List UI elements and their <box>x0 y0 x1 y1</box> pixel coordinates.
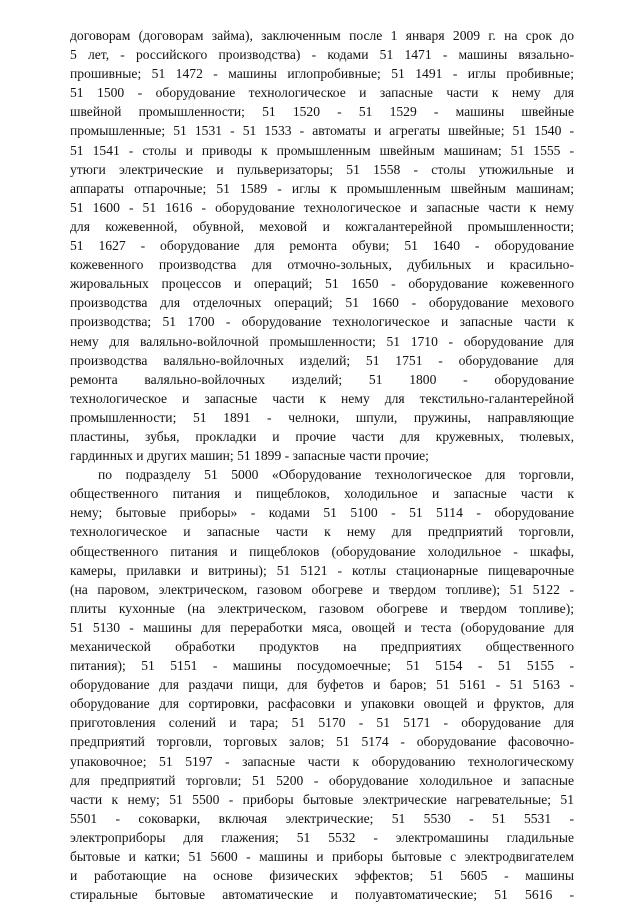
text-line: нему для валяльно-войлочной промышленности; 51 1710 - оборудование для <box>70 333 574 349</box>
text-line: оборудование для раздачи пищи, для буфетов и баров; 51 5161 - 51 5163 - <box>70 677 574 693</box>
text-line: ремонта валяльно-войлочных изделий; 51 1800 - оборудование <box>70 371 574 387</box>
text-line: договорам (договорам займа), заключенным после 1 января 2009 г. на срок до <box>70 28 574 43</box>
text-line: камеры, прилавки и витрины); 51 5121 - котлы стационарные пищеварочные <box>70 562 574 578</box>
text-line: и работающие на основе физических эффектов; 51 5605 - машины <box>70 868 574 884</box>
text-line: приготовления солений и тара; 51 5170 - 51 5171 - оборудование для <box>70 715 574 731</box>
text-line: плиты кухонные (на электрическом, газовом обогреве и твердом топливе); <box>70 600 574 616</box>
text-line: 51 1627 - оборудование для ремонта обуви; 51 1640 - оборудование <box>70 238 574 254</box>
text-line: 5 лет, - российского производства) - кодами 51 1471 - машины вязально- <box>70 47 574 63</box>
text-line: 51 5130 - машины для переработки мяса, овощей и теста (оборудование для <box>70 619 574 635</box>
text-line: гардинных и других машин; 51 1899 - запасные части прочие; <box>70 448 429 464</box>
text-line: стиральные бытовые автоматические и полуавтоматические; 51 5616 - <box>70 887 574 903</box>
document-paragraph <box>70 465 574 904</box>
text-line: аппараты отпарочные; 51 1589 - иглы к промышленным швейным машинам; <box>70 180 574 196</box>
text-line: бытовые и катки; 51 5600 - машины и приборы бытовые с электродвигателем <box>70 849 574 865</box>
text-line: механической обработки продуктов на предприятиях общественного <box>70 639 574 654</box>
text-line: предприятий торговли, торговых залов; 51 5174 - оборудование фасовочно- <box>70 734 574 750</box>
text-line: оборудование для сортировки, расфасовки и упаковки овощей и фруктов, для <box>70 696 574 712</box>
text-line: для кожевенной, обувной, меховой и кожгалантерейной промышленности; <box>70 218 574 234</box>
text-line: технологическое и запасные части к нему для текстильно-галантерейной <box>70 390 574 406</box>
text-line: общественного питания и пищеблоков (оборудование холодильное - шкафы, <box>70 543 574 559</box>
document-page <box>70 26 574 903</box>
text-line: по подразделу 51 5000 «Оборудование технологическое для торговли, <box>98 467 574 483</box>
text-line: промышленности; 51 1891 - челноки, шпули, пружины, направляющие <box>70 409 574 425</box>
text-line: кожевенного производства для отмочно-зольных, дубильных и красильно- <box>70 257 574 273</box>
text-line: для предприятий торговли; 51 5200 - оборудование холодильное и запасные <box>70 772 574 788</box>
text-line: 51 1500 - оборудование технологическое и запасные части к нему для <box>70 85 574 101</box>
text-line: швейной промышленности; 51 1520 - 51 1529 - машины швейные <box>70 104 574 120</box>
text-line: нему; бытовые приборы» - кодами 51 5100 - 51 5114 - оборудование <box>70 505 574 521</box>
text-line: производства валяльно-войлочных изделий; 51 1751 - оборудование для <box>70 352 574 368</box>
text-line: утюги электрические и пульверизаторы; 51 1558 - столы утюжильные и <box>70 161 574 177</box>
text-line: электроприборы для глажения; 51 5532 - электромашины гладильные <box>70 829 574 845</box>
text-line: 51 1600 - 51 1616 - оборудование технологическое и запасные части к нему <box>70 199 574 215</box>
text-line: жировальных процессов и операций; 51 1650 - оборудование кожевенного <box>70 276 574 292</box>
text-line: прошивные; 51 1472 - машины иглопробивные; 51 1491 - иглы пробивные; <box>70 66 574 82</box>
text-line: промышленные; 51 1531 - 51 1533 - автоматы и агрегаты швейные; 51 1540 - <box>70 123 574 139</box>
document-paragraph <box>70 26 574 465</box>
text-line: 5501 - соковарки, включая электрические; 51 5530 - 51 5531 - <box>70 810 574 826</box>
text-line: пластины, зубья, прокладки и прочие части для кружевных, тюлевых, <box>70 428 574 444</box>
text-line: производства; 51 1700 - оборудование технологическое и запасные части к <box>70 314 574 330</box>
text-line: (на паровом, электрическом, газовом обогреве и твердом топливе); 51 5122 - <box>70 581 574 597</box>
text-line: общественного питания и пищеблоков, холодильное и запасные части к <box>70 486 574 502</box>
text-line: питания); 51 5151 - машины посудомоечные; 51 5154 - 51 5155 - <box>70 658 574 674</box>
text-line: части к нему; 51 5500 - приборы бытовые электрические нагревательные; 51 <box>70 791 574 807</box>
text-line: 51 1541 - столы и приводы к промышленным швейным машинам; 51 1555 - <box>70 142 574 158</box>
text-line: технологическое и запасные части к нему для предприятий торговли, <box>70 524 574 540</box>
text-line: производства для отделочных операций; 51 1660 - оборудование мехового <box>70 295 574 311</box>
text-line: упаковочное; 51 5197 - запасные части к оборудованию технологическому <box>70 753 574 769</box>
